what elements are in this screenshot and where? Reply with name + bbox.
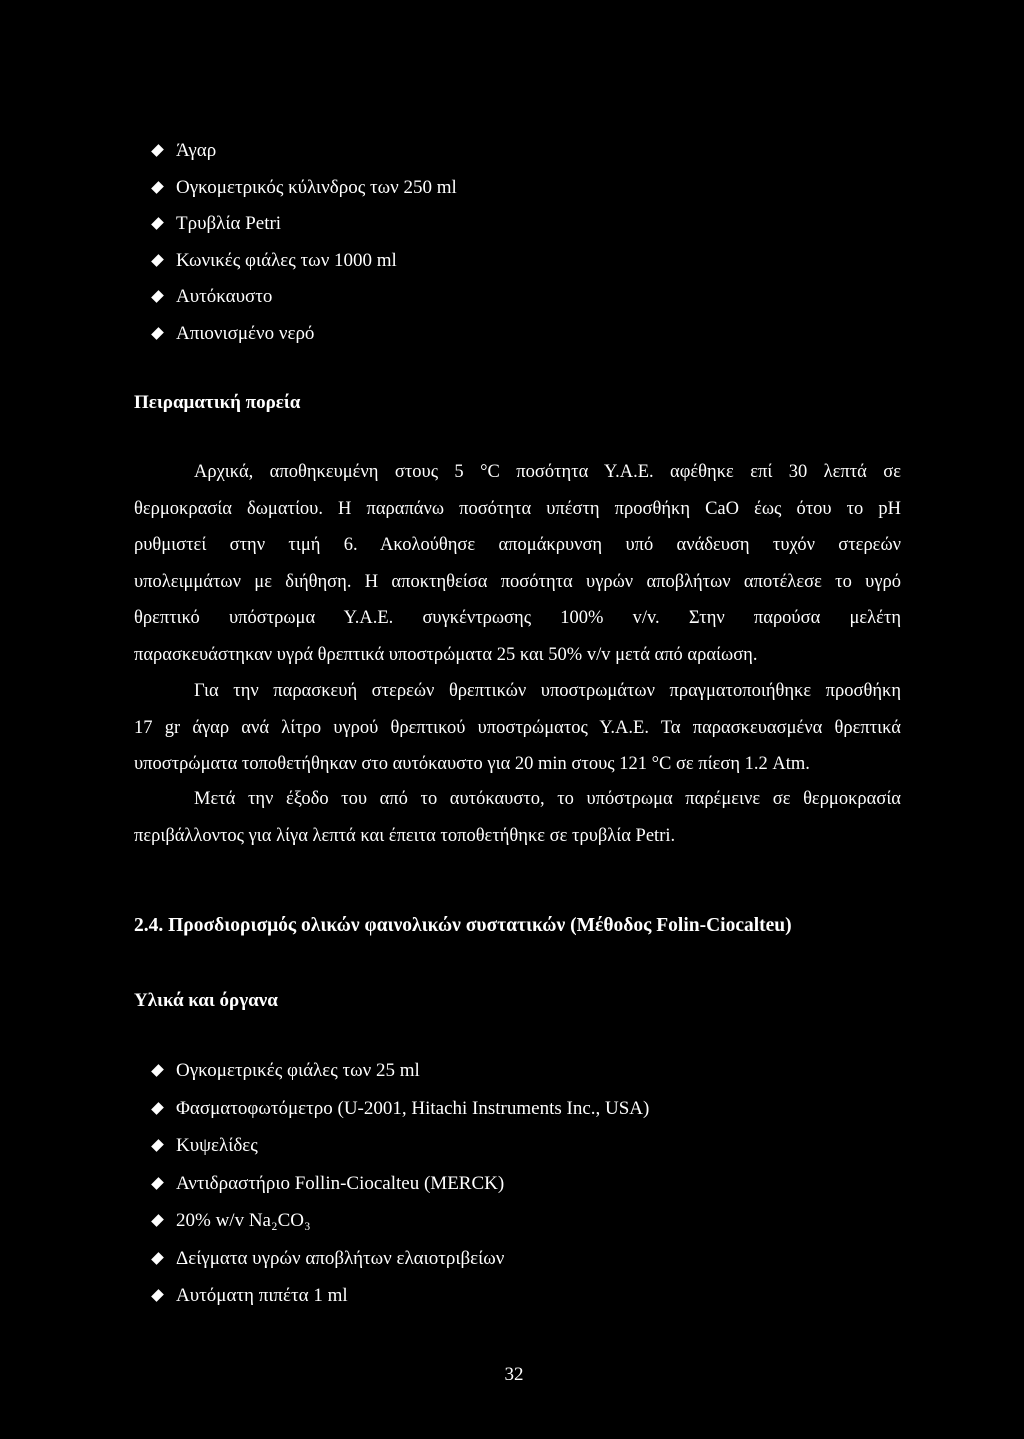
paragraph-line: Αρχικά, αποθηκευμένη στους 5 °C ποσότητα Υ.Α.Ε. αφέθηκε επί 30 λεπτά σε: [194, 462, 901, 482]
materials-list-folin: [150, 1059, 649, 1322]
list-item: [150, 1134, 649, 1172]
diamond-bullet-icon: [151, 290, 164, 303]
paragraph-line: υποστρώματα τοποθετήθηκαν στο αυτόκαυστο για 20 min στους 121 °C σε πίεση 1.2 Atm.: [134, 754, 810, 775]
diamond-bullet-icon: [151, 1102, 164, 1115]
list-item: [150, 1059, 649, 1097]
paragraph-line: ρυθμιστεί στην τιμή 6. Ακολούθησε απομάκρυνση υπό ανάδευση τυχόν στερεών: [134, 535, 901, 556]
list-item-text: Άγαρ: [176, 140, 217, 161]
list-item: [150, 176, 457, 213]
list-item-text: Ογκομετρικός κύλινδρος των 250 ml: [176, 176, 457, 198]
list-item-text: Αυτόματη πιπέτα 1 ml: [176, 1285, 348, 1306]
paragraph-line: Μετά την έξοδο του από το αυτόκαυστο, το υπόστρωμα παρέμεινε σε θερμοκρασία: [194, 789, 901, 809]
diamond-bullet-icon: [151, 254, 164, 267]
list-item-text: Κωνικές φιάλες των 1000 ml: [176, 249, 397, 271]
diamond-bullet-icon: [151, 144, 164, 157]
paragraph-line: υπολειμμάτων με διήθηση. Η αποκτηθείσα ποσότητα υγρών αποβλήτων αποτέλεσε το υγρό: [134, 571, 901, 592]
paragraph-line: θερμοκρασία δωματίου. Η παραπάνω ποσότητα υπέστη προσθήκη CaO έως ότου το pH: [134, 498, 901, 519]
page-number: 32: [504, 1364, 524, 1385]
list-item-text: Κυψελίδες: [176, 1135, 258, 1156]
list-item-text: Ογκομετρικές φιάλες των 25 ml: [176, 1060, 420, 1081]
list-item: [150, 1172, 649, 1210]
procedure-paragraph-1: [134, 454, 901, 674]
list-item: [150, 322, 457, 359]
diamond-bullet-icon: [151, 1139, 164, 1152]
diamond-bullet-icon: [151, 327, 164, 340]
paragraph-line: Για την παρασκευή στερεών θρεπτικών υποστρωμάτων πραγματοποιήθηκε προσθήκη: [194, 681, 901, 701]
diamond-bullet-icon: [151, 1064, 164, 1077]
section-heading: 2.4. Προσδιορισμός ολικών φαινολικών συστατικών (Μέθοδος Folin-Ciocalteu): [134, 915, 792, 936]
paragraph-line: 17 gr άγαρ ανά λίτρο υγρού θρεπτικού υποστρώματος Υ.Α.Ε. Τα παρασκευασμένα θρεπτικά: [134, 717, 901, 738]
list-item-text: Αυτόκαυστο: [176, 286, 273, 307]
list-item: [150, 1284, 649, 1322]
paragraph-line: θρεπτικό υπόστρωμα Υ.Α.Ε. συγκέντρωσης 100% v/v. Στην παρούσα μελέτη: [134, 608, 901, 629]
list-item-text: Δείγματα υγρών αποβλήτων ελαιοτριβείων: [176, 1247, 505, 1269]
diamond-bullet-icon: [151, 1252, 164, 1265]
list-item: [150, 249, 457, 286]
diamond-bullet-icon: [151, 217, 164, 230]
list-item-text: Φασματοφωτόμετρο (U-2001, Hitachi Instruments Inc., USA): [176, 1097, 650, 1119]
list-item: [150, 212, 457, 249]
diamond-bullet-icon: [151, 1214, 164, 1227]
procedure-paragraph-2: [134, 673, 901, 783]
experimental-procedure-heading: Πειραματική πορεία: [134, 392, 301, 413]
list-item-text: Αντιδραστήριο Follin-Ciocalteu (MERCK): [176, 1172, 505, 1194]
materials-heading: Υλικά και όργανα: [134, 990, 278, 1011]
list-item-text: 20% w/v Na₂CO₃: [176, 1210, 311, 1231]
diamond-bullet-icon: [151, 1289, 164, 1302]
list-item-text: Τρυβλία Petri: [176, 213, 282, 234]
procedure-paragraph-3: [134, 781, 901, 854]
list-item: [150, 139, 457, 176]
list-item: [150, 1247, 649, 1285]
diamond-bullet-icon: [151, 181, 164, 194]
paragraph-line: παρασκευάστηκαν υγρά θρεπτικά υποστρώματα 25 και 50% v/v μετά από αραίωση.: [134, 644, 758, 665]
list-item: [150, 285, 457, 322]
diamond-bullet-icon: [151, 1177, 164, 1190]
list-item: [150, 1209, 649, 1247]
list-item: [150, 1097, 649, 1135]
list-item-text: Απιονισμένο νερό: [176, 322, 315, 344]
paragraph-line: περιβάλλοντος για λίγα λεπτά και έπειτα τοποθετήθηκε σε τρυβλία Petri.: [134, 825, 676, 846]
materials-list-agar: [150, 139, 457, 358]
